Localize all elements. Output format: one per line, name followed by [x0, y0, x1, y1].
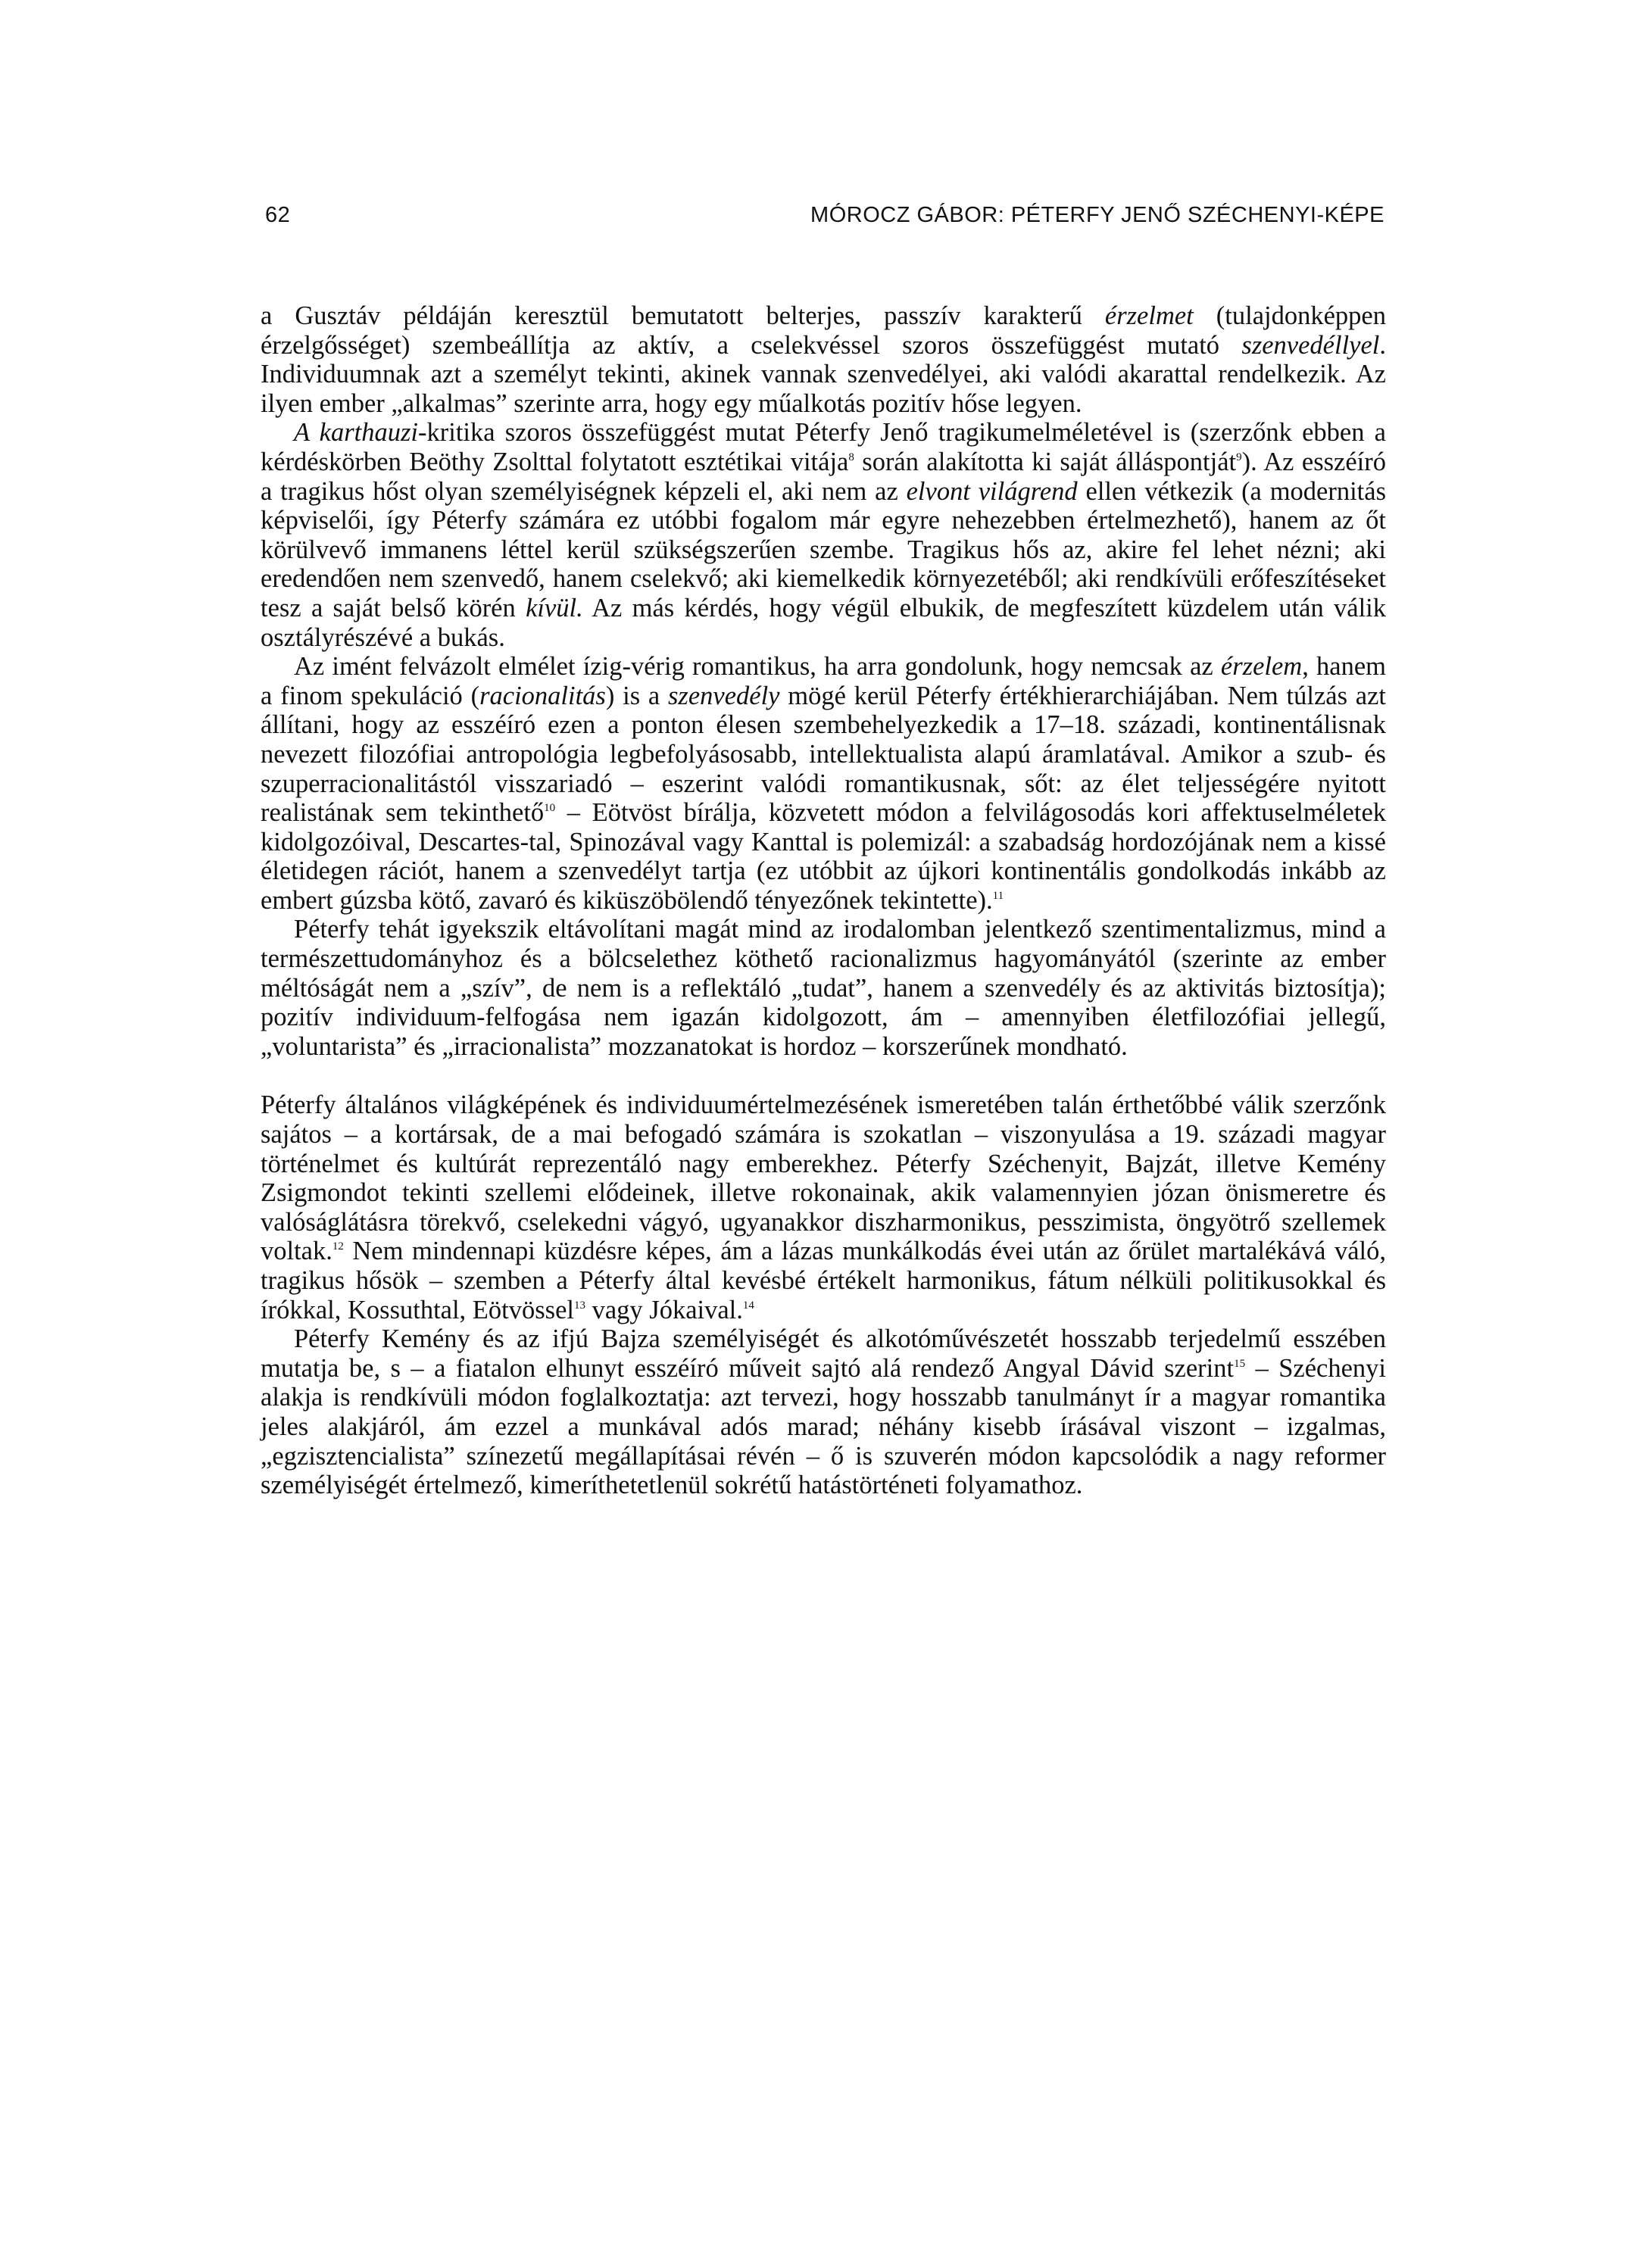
- text-run: mögé kerül Péterfy értékhierarchiájában. Nem túlzás azt állítani, hogy az esszéíró ezen a ponton élesen szembehelyezkedik a 17–18. századi, kontinentálisnak nevezett filozófiai antropológia legbefolyásosabb, intellektualista alapú áramlatával. Amikor a szub- és szuperracionalitástól visszariadó – eszerint valódi romantikusnak, sőt: az élet teljességére nyitott realistának sem tekinthető: [261, 681, 1386, 828]
- text-run: -kritika szoros összefüggést mutat Péterfy Jenő tragikumelméletével is (szerzőnk ebben a kérdéskörben Beöthy Zsolttal folytatott esztétikai vitája: [261, 418, 1386, 476]
- page-header: [265, 203, 1384, 236]
- emphasis: A karthauzi: [294, 418, 419, 448]
- text-run: – Eötvöst bírálja, közvetett módon a felvilágosodás kori affektuselméletek kidolgozóival, Descartes-tal, Spinozával vagy Kanttal is polemizál: a szabadság hordozójának nem a kissé életidegen rációt, hanem a szenvedélyt tartja (ez utóbbit az újkori kontinentális gondolkodás inkább az embert gúzsba kötő, zavaró és kiküszöbölendő tényezőnek tekintette).: [261, 798, 1387, 915]
- text-run: (tulajdonképpen érzelgősséget) szembeállítja az aktív, a cselekvéssel szoros összefüggést mutató: [261, 301, 1386, 360]
- footnote-ref: 12: [332, 1240, 344, 1253]
- emphasis: szenvedéllyel: [1241, 330, 1380, 360]
- paragraph: [261, 915, 1386, 1061]
- emphasis: érzelem: [1220, 652, 1303, 682]
- paragraph: [261, 301, 1386, 418]
- text-run: Péterfy általános világképének és individuumértelmezésének ismeretében talán érthetőbbé válik szerzőnk sajátos – a kortársak, de a mai befogadó számára is szokatlan – viszonyulása a 19. századi magyar történelmet és kultúrát reprezentáló nagy emberekhez. Péterfy Széchenyit, Bajzát, illetve Kemény Zsigmondot tekinti szellemi elődeinek, illetve rokonainak, akik valamennyien józan önismeretre és valóságlátásra törekvő, cselekedni vágyó, ugyanakkor diszharmonikus, pesszimista, öngyötrő szellemek voltak.: [261, 1090, 1386, 1266]
- emphasis: elvont világrend: [906, 476, 1078, 506]
- paragraph: [261, 418, 1386, 652]
- footnote-ref: 11: [992, 889, 1004, 902]
- paragraph: [261, 1090, 1386, 1324]
- text-run: , hanem a finom spekuláció (: [261, 652, 1386, 710]
- text-run: Péterfy tehát igyekszik eltávolítani magát mind az irodalomban jelentkező szentimentalizmus, mind a természettudományhoz és a bölcselethez köthető racionalizmus hagyományától (szerinte az ember méltóságát nem a „szív”, de nem is a reflektáló „tudat”, hanem a szenvedély és az aktivitás biztosítja); pozitív individuum-felfogása nem igazán kidolgozott, ám – amennyiben életfilozófiai jellegű, „voluntarista” és „irracionalista” mozzanatokat is hordoz – korszerűnek mondható.: [261, 915, 1386, 1061]
- page-number: 62: [265, 203, 291, 227]
- footnote-ref: 8: [848, 451, 854, 463]
- text-run: Péterfy Kemény és az ifjú Bajza személyiségét és alkotóművészetét hosszabb terjedelmű esszében mutatja be, s – a fiatalon elhunyt esszéíró műveit sajtó alá rendező Angyal Dávid szerint: [261, 1324, 1386, 1383]
- footnote-ref: 9: [1236, 451, 1242, 463]
- text-run: Nem mindennapi küzdésre képes, ám a lázas munkálkodás évei után az őrület martalékává váló, tragikus hősök – szemben a Péterfy által kevésbé értékelt harmonikus, fátum nélküli politikusokkal és írókkal, Kossuthtal, Eötvössel: [261, 1237, 1386, 1324]
- emphasis: racionalitás: [479, 681, 606, 710]
- text-run: Az imént felvázolt elmélet ízig-vérig romantikus, ha arra gondolunk, hogy nemcsak az: [294, 652, 1221, 682]
- body-text: [261, 301, 1386, 1500]
- text-run: ). Az esszéíró a tragikus hőst olyan személyiségnek képzeli el, aki nem az: [261, 447, 1387, 506]
- emphasis: kívül.: [526, 593, 583, 622]
- text-run: ellen vétkezik (a modernitás képviselői, így Péterfy számára ez utóbbi fogalom már egyre nehezebben értelmezhető), hanem az őt körülvevő immanens léttel kerül szükségszerűen szembe. Tragikus hős az, akire fel lehet nézni; aki eredendően nem szenvedő, hanem cselekvő; aki kiemelkedik környezetéből; aki rendkívüli erőfeszítéseket tesz a saját belső körén: [261, 476, 1386, 622]
- emphasis: érzelmet: [1104, 301, 1194, 330]
- text-run: ) is a: [605, 681, 668, 710]
- footnote-ref: 15: [1234, 1357, 1246, 1370]
- text-run: . Individuumnak azt a személyt tekinti, akinek vannak szenvedélyei, aki valódi akarattal rendelkezik. Az ilyen ember „alkalmas” szerinte arra, hogy egy műalkotás pozitív hőse legyen.: [261, 330, 1386, 418]
- text-run: Az más kérdés, hogy végül elbukik, de megfeszített küzdelem után válik osztályrészévé a bukás.: [261, 593, 1387, 652]
- text-run: a Gusztáv példáján keresztül bemutatott belterjes, passzív karakterű: [261, 301, 1105, 330]
- footnote-ref: 10: [544, 802, 556, 815]
- paragraph: [261, 1324, 1386, 1500]
- text-run: vagy Jókaival.: [585, 1295, 743, 1324]
- paragraph: [261, 652, 1386, 915]
- text-run: – Széchenyi alakja is rendkívüli módon foglalkoztatja: azt tervezi, hogy hosszabb tanulmányt ír a magyar romantika jeles alakjáról, ám ezzel a munkával adós marad; néhány kisebb írásával viszont – izgalmas, „egzisztencialista” színezetű megállapításai révén – ő is szuverén módon kapcsolódik a nagy reformer személyiségét értelmező, kimeríthetetlenül sokrétű hatástörténeti folyamathoz.: [261, 1353, 1386, 1500]
- running-head: MÓROCZ GÁBOR: PÉTERFY JENŐ SZÉCHENYI-KÉPE: [810, 203, 1384, 227]
- emphasis: szenvedély: [667, 681, 780, 710]
- footnote-ref: 13: [573, 1299, 585, 1312]
- footnote-ref: 14: [742, 1299, 754, 1312]
- text-run: során alakította ki saját álláspontját: [854, 447, 1237, 476]
